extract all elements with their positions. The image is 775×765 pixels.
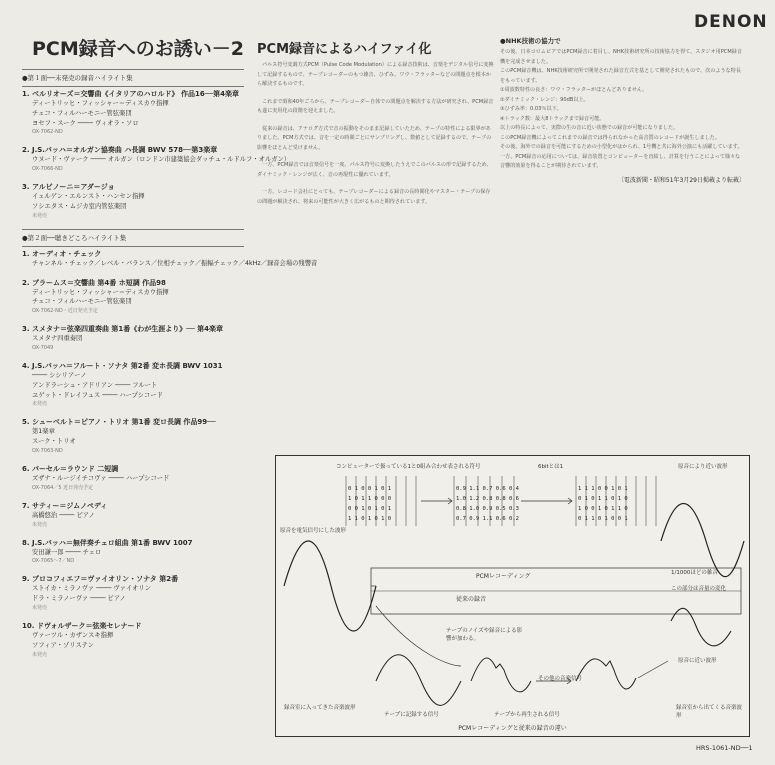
track-code: OX-7062-ND	[32, 129, 63, 136]
nhk-paragraph: 一方、PCM録音の応用については、録音装置とコンピューターを直結し、計算を行うことによって様々な音響的効果を得ることが期待されています。	[500, 153, 741, 169]
divider	[22, 86, 244, 87]
svg-text:1 1 0 1 0 1 0: 1 1 0 1 0 1 0	[348, 516, 392, 522]
computer-label: コンピューターで扱っている1と0組み合わせ表される符号	[336, 464, 481, 470]
track-code: 未発売	[32, 401, 48, 408]
track-performer: 安田謙一郎 ──── チェロ	[32, 548, 102, 556]
track-performer: ユゲット・ドレイフュス ──── ハープシコード	[32, 391, 163, 399]
article-paragraph: 一方、レコード会社にとっても、テープレコーダーによる録音の長時間化やマスター・テープの保存の問題が解決され、将来の可能性が大きく広がるものと期待されています。	[257, 189, 491, 205]
track-item	[22, 324, 244, 352]
svg-text:0.7 0.9 1.1 0.6 0.2: 0.7 0.9 1.1 0.6 0.2	[456, 516, 519, 522]
diagram-graphic	[276, 456, 749, 736]
track-item	[22, 361, 244, 408]
out-hi-label: 原音により近い波形	[678, 464, 728, 470]
diagram-caption: PCMレコーディングと従来の録音の違い	[458, 725, 567, 732]
track-performer: ソフィア・ゾリステン	[32, 641, 94, 649]
nhk-paragraph: このPCM録音機は、NHK技術研究所で開発された録音方式を基として開発されたもので、次のような特長をもっています。	[500, 68, 741, 84]
track-performer: アンドラーシュ・アドリアン ──── フルート	[32, 381, 158, 389]
track-item	[22, 89, 244, 136]
article-paragraph: 一方、PCM録音では音楽信号を一度、パルス符号に変換したうえでこのパルスの形で記録するため、ダイナミック・レンジが広く、音の再現性に優れています。	[257, 162, 492, 178]
page-title: PCM録音へのお誘い－2	[32, 38, 244, 60]
tape-wave	[376, 655, 461, 706]
nhk-paragraph: ②ダイナミック・レンジ：90dB以上。	[500, 96, 589, 103]
track-code: OX-7049	[32, 344, 54, 351]
track-performer: ズザナ・ルージイチコヴァ ──── ハープシコード	[32, 474, 170, 482]
svg-text:1.0 1.2 0.8 0.8 0.6: 1.0 1.2 0.8 0.8 0.6	[456, 496, 519, 502]
section-heading: ●第２面──聴きどころハイライト集	[22, 233, 127, 242]
article-paragraph: 従来の録音は、アナログ方式で音の振動をそのまま記録していたため、テープの特性による限界がありました。PCM方式では、音を一定の時間ごとにサンプリングし、数値として記録するので、テープの影響をほとんど受けません。	[257, 125, 492, 151]
source-note: 〔電波新聞・昭和51年3月29日掲載より転載〕	[617, 176, 745, 184]
nhk-paragraph: このPCM録音機によってこれまでの録音では得られなかった高音質のレコードが誕生しました。	[500, 134, 720, 141]
section-heading: ●第１面──未発売の録音ハイライト集	[22, 74, 133, 82]
svg-text:0.9 1.1 0.7 0.6 0.4: 0.9 1.1 0.7 0.6 0.4	[456, 486, 519, 492]
track-title: 3. スメタナ＝弦楽四重奏曲 第1番《わが生涯より》── 第4楽章	[22, 325, 224, 334]
tape-play-label: テープから再生される信号	[494, 712, 560, 718]
track-performer: スメタナ四重奏団	[32, 335, 83, 343]
no-noise-label: 1/1000ほどの雑音	[671, 570, 718, 576]
track-title: 4. J.S.バッハ＝フルート・ソナタ 第2番 変ホ長調 BWV 1031	[22, 361, 223, 370]
track-item	[22, 501, 244, 529]
out-low-label: 原音に近い波形	[678, 658, 717, 664]
nhk-column	[500, 36, 745, 436]
track-item	[22, 464, 244, 492]
section-side-1	[22, 69, 291, 220]
track-title: 2. J.S.バッハ＝オルガン協奏曲 ハ長調 BWV 578──第3楽章	[22, 146, 218, 155]
track-item	[22, 538, 244, 566]
svg-text:0 0 1 0 1 0 1: 0 0 1 0 1 0 1	[348, 506, 392, 512]
original-wave	[284, 541, 376, 631]
original-label: 原音を電気信号にした波形	[280, 528, 347, 534]
noisy-wave-1	[471, 658, 531, 692]
track-title: 8. J.S.バッハ＝無伴奏チェロ組曲 第1番 BWV 1007	[22, 538, 193, 547]
nhk-paragraph: その後、日本コロムビアではPCM録音に着目し、NHK技術研究所の技術協力を得て、スタジオ用PCM録音機を完成させました。	[500, 49, 742, 65]
track-performer: ストイカ・ミラノヴァ ──── ヴァイオリン	[32, 585, 151, 593]
track-code: OX-7062-ND・近日発売予定	[32, 308, 98, 315]
nhk-paragraph: ①周波数特性の良さ：ワウ・フラッターがほとんどありません。	[500, 87, 648, 93]
pcm-band-label: PCMレコーディング	[476, 573, 531, 580]
track-code: OX-7065〜7／ND	[32, 558, 75, 565]
track-title: 9. プロコフィエフ＝ヴァイオリン・ソナタ 第2番	[22, 575, 179, 584]
track-item	[22, 145, 291, 173]
nhk-paragraph: その後、海外での録音を可能にするための小型化がはかられ、1号機と共に海外公演にも活躍しています。	[500, 144, 743, 150]
svg-text:1 0 1 1 0 0 0: 1 0 1 1 0 0 0	[348, 496, 392, 502]
track-performer: ヴァーツル・カザンスキ指揮	[32, 631, 114, 639]
track-code: 未発売	[32, 212, 48, 219]
article-title: PCM録音によるハイファイ化	[257, 42, 432, 57]
svg-text:0 1 0 0 1 0 1: 0 1 0 0 1 0 1	[348, 486, 392, 492]
output-wave-pcm	[661, 504, 744, 577]
nhk-paragraph: 以上の特長によって、実際の生の音に近い状態での録音が可能になりました。	[500, 125, 679, 131]
track-code: 未発売	[32, 604, 48, 611]
svg-text:0 1 0 1 1 0 1 0: 0 1 0 1 1 0 1 0	[578, 496, 628, 502]
track-code: OX-7064／5 近日発売予定	[32, 484, 94, 491]
ear-in-label: 録音室に入ってきた音楽波形	[284, 705, 356, 711]
track-performer: ウヌード・ヴァーク ──── オルガン（ロンドン市建築協会ダッチュ・ルドルフ・オルガン）	[32, 156, 291, 164]
track-code: OX-7066-ND	[32, 166, 63, 173]
track-title: 5. シューベルト＝ピアノ・トリオ 第1番 変ロ長調 作品99──	[22, 418, 216, 427]
track-title: 7. サティー＝ジムノペディ	[22, 501, 108, 510]
brand-logo: DENON	[694, 12, 768, 32]
track-performer: チャンネル・チェック／レベル・バランス／位相チェック／振幅チェック／4kHz／録音会場の残響音	[32, 259, 318, 267]
track-performer: ──── シシリアーノ	[32, 371, 87, 379]
conv-band-label: 従来の録音	[456, 596, 487, 603]
ear-out-label: 録音室から出てくる音楽波形	[676, 705, 743, 719]
pcm-comparison-diagram	[275, 455, 750, 737]
track-item	[22, 182, 244, 220]
track-item	[22, 621, 244, 659]
svg-text:0.8 1.0 0.9 0.5 0.3: 0.8 1.0 0.9 0.5 0.3	[456, 506, 519, 512]
track-title: 1. ベルリオーズ＝交響曲《イタリアのハロルド》 作品16──第4楽章	[22, 90, 240, 98]
track-title: 3. アルビノーニ＝アダージョ	[22, 183, 115, 192]
noise-label: テープのノイズや録音による影響が加わる。	[446, 628, 523, 642]
track-item	[22, 574, 244, 612]
catalog-number: HRS-1061-ND──1	[696, 744, 753, 752]
nhk-paragraph: ④トラック数：最大8トラックまで録音可能。	[500, 115, 605, 122]
tape-record-label: テープに記録する信号	[384, 712, 439, 718]
track-code: OX-7063-ND	[32, 447, 63, 454]
track-performer: イェルゲン・エルンスト・ハンセン指揮	[32, 193, 145, 201]
nhk-heading: ●NHK技術の協力で	[500, 37, 561, 45]
track-title: 1. オーディオ・チェック	[22, 249, 102, 258]
track-item	[22, 278, 244, 316]
article-paragraph: これまで昭和40年ごろから、テープレコーダー自体での問題点を解決する方法が研究され、PCM録音も遂に実用化の段階を迎えました。	[257, 98, 494, 114]
track-performer: スーク・トリオ	[32, 438, 76, 446]
binary-in-label: 6bitとは1	[538, 464, 564, 470]
track-item	[22, 249, 318, 269]
dist-label: その他の音楽信号	[538, 676, 583, 682]
article-paragraph: パルス符号変調方式PCM（Pulse Code Modulation）による録音技術は、音楽をデジタル信号に変換して記録するもので、テープレコーダーのもつ雑音、ひずみ、ワウ・フラッターなどの問題点を根本から解決するものです。	[257, 62, 494, 87]
track-performer: ディートリッヒ・フィッシャー＝ディスカウ指揮	[32, 100, 169, 107]
svg-text:0 1 1 0 1 0 0 1: 0 1 1 0 1 0 0 1	[578, 516, 628, 522]
binary-digits	[348, 486, 628, 522]
track-performer: ヨセフ・スーク ──── ヴィオラ・ソロ	[32, 119, 139, 127]
divider	[22, 246, 244, 247]
track-title: 6. パーセル＝ラウンド 二短調	[22, 464, 119, 473]
divider	[22, 69, 244, 70]
track-performer: ディートリッヒ・フィッシャー＝ディスカウ指揮	[32, 288, 169, 296]
track-performer: 第1楽章	[32, 428, 55, 436]
track-title: 2. ブラームス＝交響曲 第4番 ホ短調 作品98	[22, 278, 166, 287]
divider	[22, 229, 244, 230]
article-column	[257, 38, 495, 443]
track-code: 未発売	[32, 651, 48, 658]
track-performer: チェコ・フィルハーモニー管弦楽団	[32, 298, 132, 306]
nhk-paragraph: ③ひずみ率：0.03％以下。	[500, 106, 562, 112]
track-code: 未発売	[32, 521, 48, 528]
track-performer: ソシエタス・ムジカ室内管弦楽団	[32, 202, 127, 210]
track-item	[22, 417, 244, 455]
track-performer: ドラ・ミラノーヴァ ──── ピアノ	[32, 595, 126, 603]
svg-text:1 1 1 0 0 1 0 1: 1 1 1 0 0 1 0 1	[578, 486, 628, 492]
track-title: 10. ドヴォルザーク＝弦楽セレナード	[22, 621, 142, 630]
hum-label: この部分は音量の変化	[671, 586, 727, 592]
track-performer: チェコ・フィルハーモニー管弦楽団	[32, 109, 132, 117]
svg-text:1 0 0 1 0 1 1 0: 1 0 0 1 0 1 1 0	[578, 506, 628, 512]
track-performer: 高橋悠治 ──── ピアノ	[32, 511, 95, 519]
noisy-wave-2	[576, 659, 636, 689]
